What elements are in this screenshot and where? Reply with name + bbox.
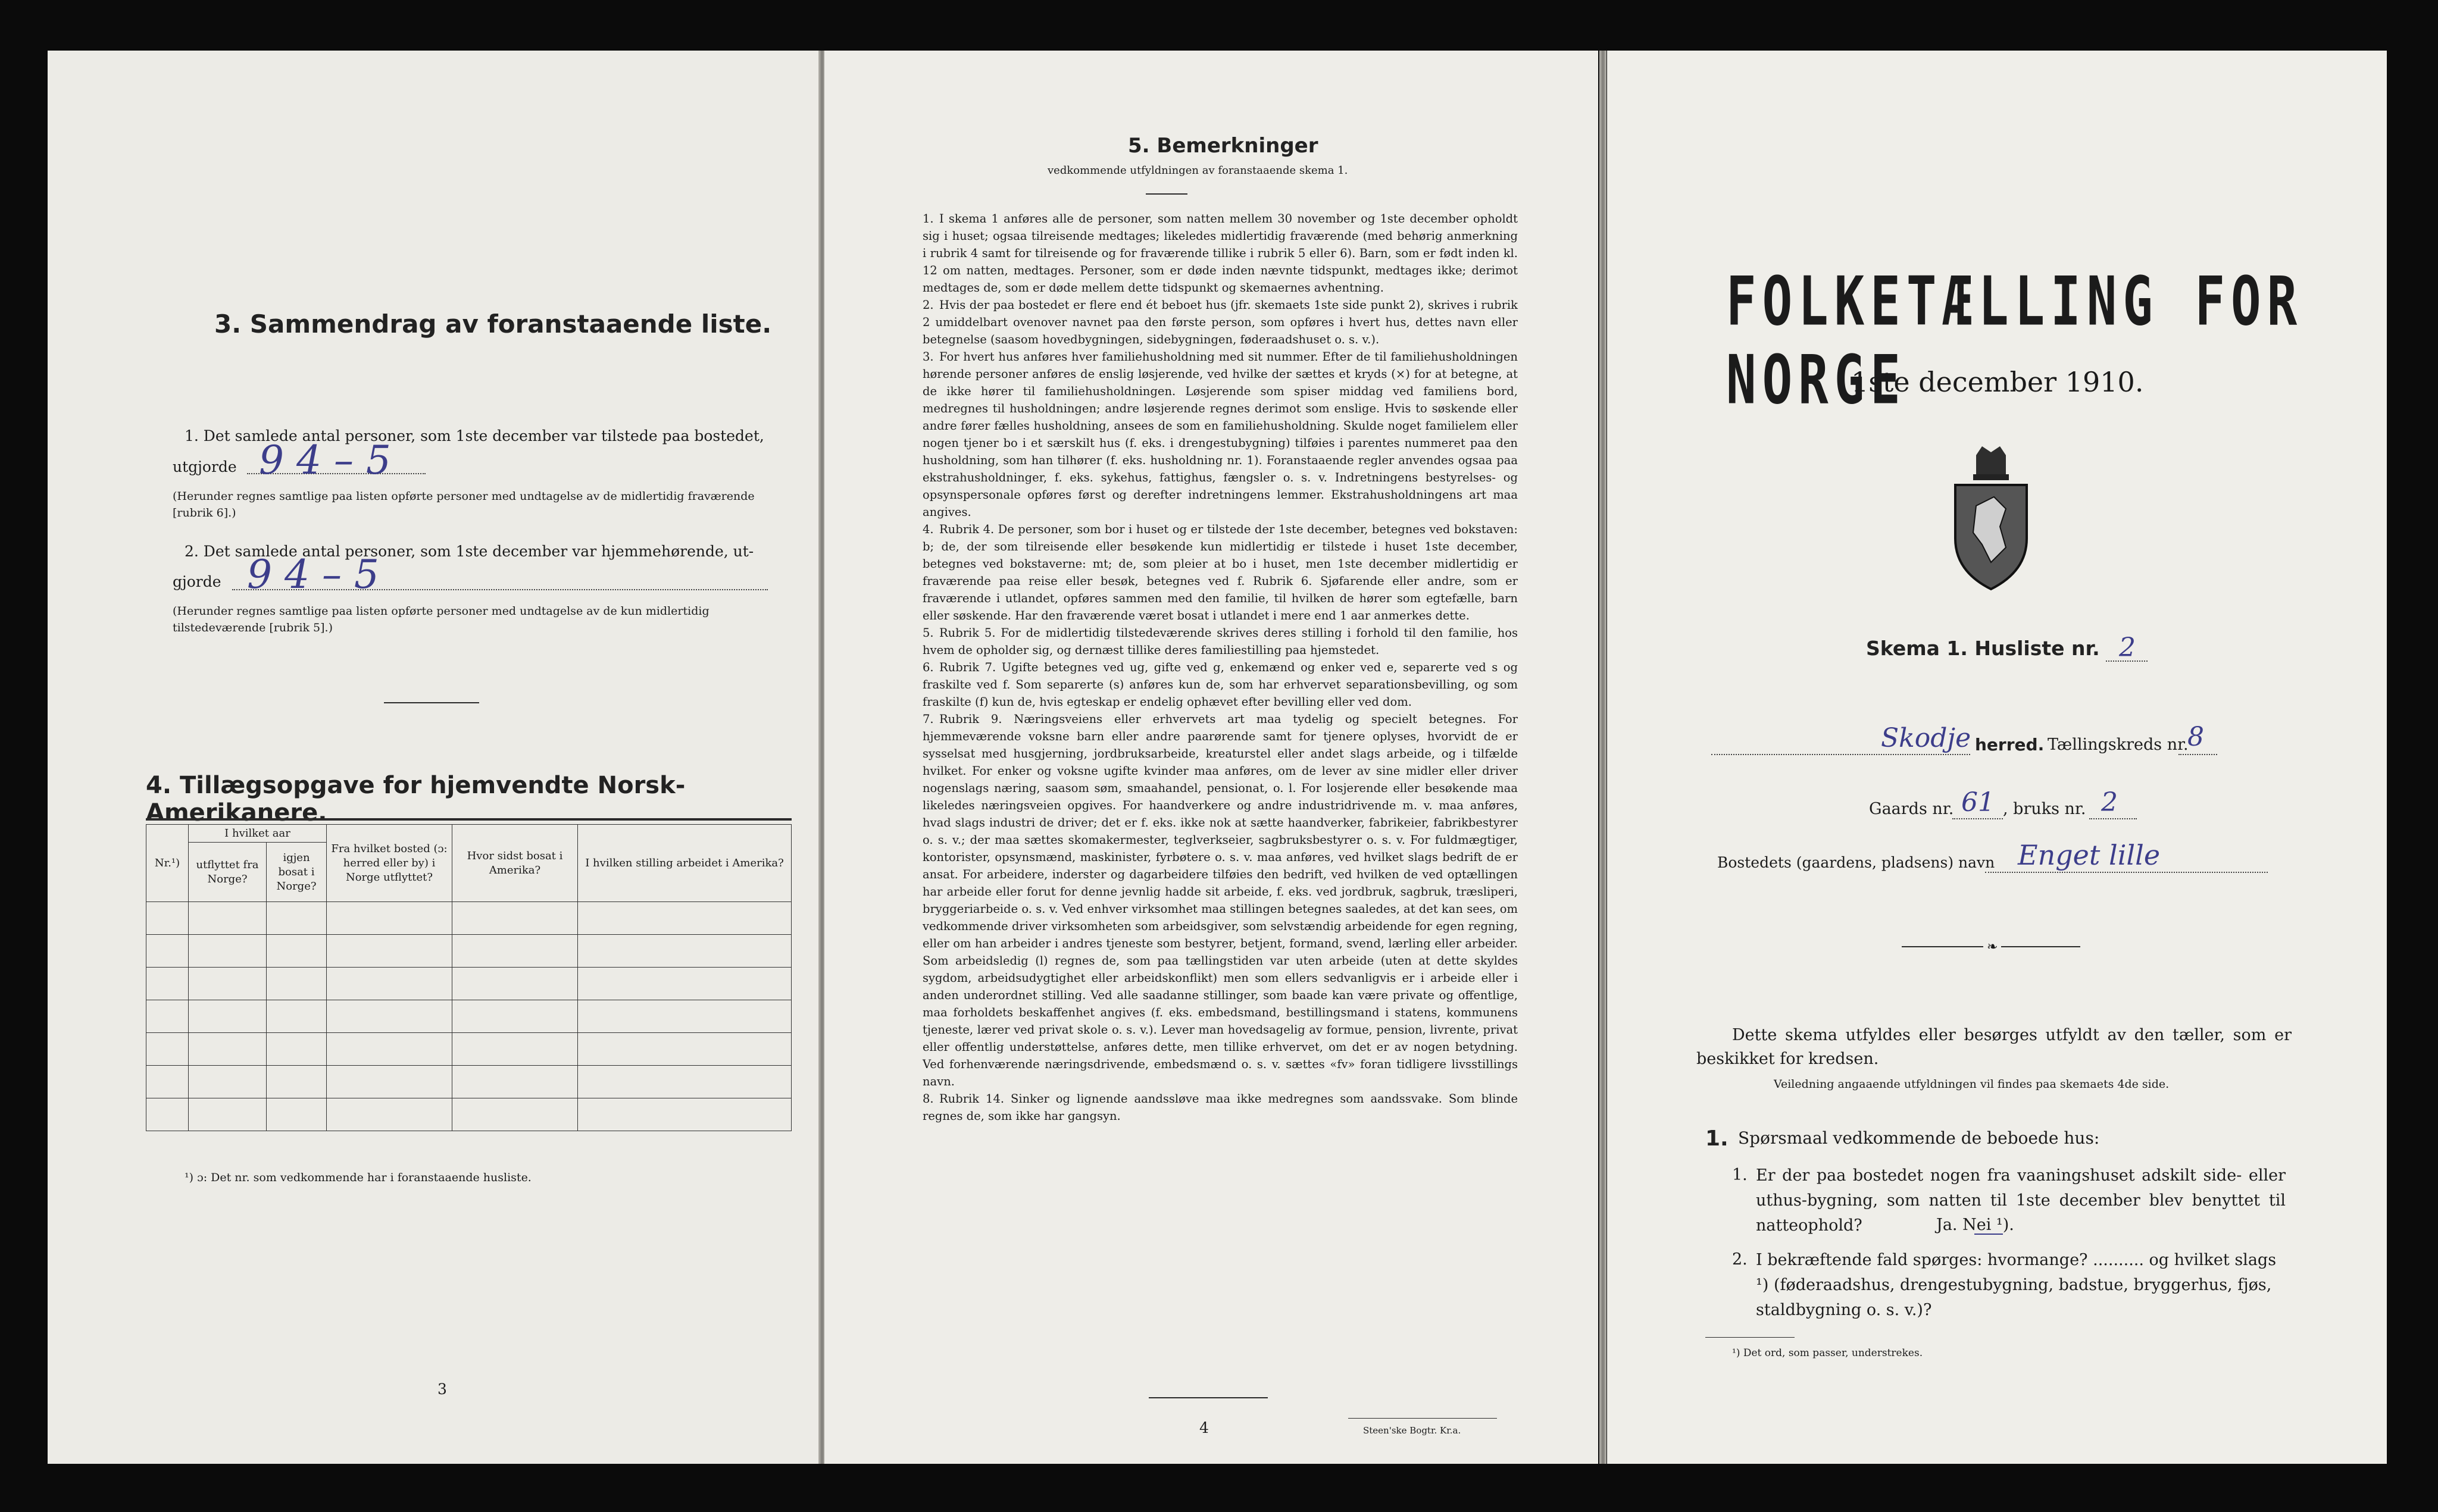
item2-prefix: gjorde <box>173 573 221 590</box>
remarks-list <box>923 210 1518 1125</box>
table-row <box>146 968 792 1000</box>
census-title: FOLKETÆLLING FOR NORGE <box>1726 262 2303 420</box>
note-item: 4. Rubrik 4. De personer, som bor i huset og er tilstede der 1ste december, betegnes ved bokstaven: b; de, der som tilreisende eller besøkende kun midlertidig er tilstede i huset 1ste december, betegnes ved bokstaverne: mt; de, som pleier at bo i huset, men 1ste december midlertidig er fraværende paa reise eller besøk, betegnes ved f. Rubrik 6. Sjøfarende eller andre, som er fraværende i utlandet, opføres sammen med den familie, til hvilken de hører som egtefælle, barn eller søskende. Har den fraværende været bosat i utlandet i mere end 1 aar anmerkes dette. <box>923 522 1518 622</box>
table-footnote: ¹) ɔ: Det nr. som vedkommende har i foranstaaende husliste. <box>185 1171 532 1184</box>
kreds-label: Tællingskreds nr. <box>2048 735 2189 754</box>
bruks-dotline <box>2089 818 2137 819</box>
footnote-rule <box>1705 1337 1795 1338</box>
divider <box>384 702 479 703</box>
table-row <box>146 935 792 968</box>
right-page <box>1607 51 2387 1464</box>
printer-mark: Steen'ske Bogtr. Kr.a. <box>1363 1425 1461 1436</box>
skema-label: Skema 1. Husliste nr. <box>1866 637 2100 660</box>
bruks-label: , bruks nr. <box>2003 800 2086 818</box>
col-utflyttet-header: utflyttet fra Norge? <box>189 843 267 902</box>
col-igjen-header: igjen bosat i Norge? <box>267 843 327 902</box>
item1-prefix: utgjorde <box>173 458 237 475</box>
col-hvor-header: Hvor sidst bosat i Amerika? <box>452 825 578 902</box>
note-item: 3. For hvert hus anføres hver familiehusholdning med sit nummer. Efter de til familiehusholdningen hørende personer anføres de enslig løsjerende, ved hvilke der sættes et kryds (×) for at betegne, at de ikke hører til familiehusholdningen. Løsjerende som spiser middag ved familiens bord, medregnes til husholdningen; andre løsjerende regnes derimot som enslige. Hvis to søskende eller andre fører fælles husholdning, ansees de som en familiehusholdning. Skulde noget familielem eller nogen tjener bo i et særskilt hus (f. eks. i drengestubygning) tilføies i parentes nummeret paa den husholdning, som han tilhører (f. eks. husholdning nr. 1). Foranstaaende regler anvendes ogsaa paa ekstrahusholdninger, f. eks. sykehus, fattighus, fængsler o. s. v. Indretningens bestyrelses- og opsynspersonale opføres først og derefter indretningens lemmer. Ekstrahusholdningens art maa angives. <box>923 350 1518 519</box>
bosted-dotline <box>1985 872 2268 873</box>
note-item: 7. Rubrik 9. Næringsveiens eller erhvervets art maa tydelig og specielt betegnes. For hjemmeværende voksne barn eller andre paarørende samt for tjenere oplyses, hvorvidt de er sysselsat med husgjerning, jordbruksarbeide, kreaturstel eller andet slags arbeide, og i tilfælde hvilket. For enker og voksne ugifte kvinder maa anføres, om de lever av sine midler eller driver nogenslags næring, saasom søm, smaahandel, pensionat, o. l. For losjerende eller besøkende maa likeledes næringsveien opgives. For haandverkere og andre industridrivende m. v. maa anføres, hvad slags industri de driver; det er f. eks. ikke nok at sætte haandverker, fabrikeier, fabrikbestyrer o. s. v.; der maa sættes skomakermester, teglverkseier, sagbruksbestyrer o. s. v. For fuldmægtiger, kontorister, opsynsmænd, maskinister, fyrbøtere o. s. v. maa anføres, ved hvilket slags bedrift de er ansat. For arbeidere, inderster og dagarbeidere tilføies den bedrift, ved hvilken de ved optællingen har arbeide eller forut for denne jevnlig hadde sit arbeide, f. eks. ved jordbruk, sagbruk, træsliperi, bryggeriarbeide o. s. v. Ved enhver virksomhet maa stillingen betegnes saaledes, at det kan sees, om vedkommende driver virksomheten som arbeidsgiver, som selvstændig arbeidende for egen regning, eller om han arbeider i andres tjeneste som bestyrer, betjent, formand, svend, lærling eller arbeider. Som arbeidsledig (l) regnes de, som paa tællingstiden var uten arbeide (uten at dette skyldes sygdom, arbeidsudygtighet eller arbeidskonflikt) men som ellers sedvanligvis er i arbeide eller i anden underordnet stilling. Ved alle saadanne stillinger, som baade kan være private og offentlige, maa forholdets beskaffenhet angives (f. eks. embedsmand, bestillingsmand i statens, kommunens tjeneste, lærer ved privat skole o. s. v.). Lever man hovedsagelig av formue, pension, livrente, privat eller offentlig understøttelse, anføres dette, men tillike erhvervet, om det er av nogen betydning. Ved forhenværende næringsdrivende, embedsmænd o. s. v. sættes «fv» foran tidligere livsstillings navn. <box>923 712 1518 1088</box>
herred-value: Skodje <box>1881 723 1971 753</box>
page-number: 3 <box>437 1380 447 1398</box>
footnote: ¹) Det ord, som passer, understrekes. <box>1732 1347 1923 1359</box>
remarks-title: 5. Bemerkninger <box>1128 134 1318 158</box>
item2-line: 2. Det samlede antal personer, som 1ste december var hjemmehørende, ut- <box>185 543 754 560</box>
guidance-text: Veiledning angaaende utfyldningen vil findes paa skemaets 4de side. <box>1774 1078 2170 1091</box>
note-item: 8. Rubrik 14. Sinker og lignende aandssløve maa ikke medregnes som aandssvake. Som blinde regnes de, som ikke har gangsyn. <box>923 1092 1518 1123</box>
instruction-text: Dette skema utfyldes eller besørges utfyldt av den tæller, som er beskikket for kredsen. <box>1696 1026 2292 1068</box>
q1-answer-underline <box>1974 1234 2003 1235</box>
item2-note: (Herunder regnes samtlige paa listen opførte personer med undtagelse av de kun midlertidig tilstedeværende [rubrik 5].) <box>173 605 709 634</box>
left-page <box>48 51 818 1464</box>
item2-handwritten-value: 9 4 – 5 <box>247 552 379 597</box>
table-row <box>146 1000 792 1033</box>
middle-page <box>824 51 1598 1464</box>
divider <box>1149 1397 1268 1398</box>
note-item: 6. Rubrik 7. Ugifte betegnes ved ug, gifte ved g, enkemænd og enker ved e, separerte ved s og fraskilte ved f. Som separerte (s) anføres kun de, som har erhvervet separationsbevilling, og som fraskilte (f) kun de, hvis egteskap er endelig ophævet efter bevilling eller ved dom. <box>923 660 1518 709</box>
table-row <box>146 1098 792 1131</box>
remarks-subtitle: vedkommende utfyldningen av foranstaaende skema 1. <box>1048 164 1348 177</box>
col-nr-header: Nr.¹) <box>146 825 189 902</box>
divider <box>1348 1418 1497 1419</box>
gaards-label: Gaards nr. <box>1869 800 1954 818</box>
col-fra-header: Fra hvilket bosted (ɔ: herred eller by) i Norge utflyttet? <box>327 825 452 902</box>
gaards-dotline <box>1952 818 2003 819</box>
divider <box>1146 193 1187 195</box>
q1-answer-options: Ja. Nei ¹). <box>1931 1213 2014 1237</box>
bosted-value: Enget lille <box>2018 839 2161 871</box>
bruks-value: 2 <box>2101 787 2118 818</box>
table-row <box>146 1066 792 1098</box>
col-stilling-header: I hvilken stilling arbeidet i Amerika? <box>578 825 792 902</box>
kreds-dotline <box>2178 754 2217 755</box>
question-heading: Spørsmaal vedkommende de beboede hus: <box>1738 1128 2100 1148</box>
ornament-icon: ❧ <box>1983 940 2001 954</box>
q1-text: Er der paa bostedet nogen fra vaaningshuset adskilt side- eller uthus-bygning, som natten til 1ste december blev benyttet til natteophold? <box>1756 1166 2286 1235</box>
husliste-nr-value: 2 <box>2119 633 2136 663</box>
q2-number: 2. <box>1732 1250 1748 1269</box>
table-row <box>146 1033 792 1066</box>
note-item: 2. Hvis der paa bostedet er flere end ét beboet hus (jfr. skemaets 1ste side punkt 2), skrives i rubrik 2 umiddelbart ovenover navnet paa den første person, som opføres i hvert hus, dettes navn eller betegnelse (saasom hovedbygningen, sidebygningen, føderaadshuset o. s. v.). <box>923 298 1518 346</box>
table-top-rule <box>146 818 792 821</box>
bosted-label: Bostedets (gaardens, pladsens) navn <box>1717 854 1995 871</box>
herred-label: herred. <box>1975 735 2045 755</box>
census-date: 1ste december 1910. <box>1851 366 2144 398</box>
norsk-amerikanere-table <box>146 824 792 1131</box>
item1-note: (Herunder regnes samtlige paa listen opførte personer med undtagelse av de midlertidig fraværende [rubrik 6].) <box>173 490 755 519</box>
q1-number: 1. <box>1732 1166 1748 1184</box>
note-item: 1. I skema 1 anføres alle de personer, som natten mellem 30 november og 1ste december opholdt sig i huset; ogsaa tilreisende medtages; likeledes midlertidig fraværende (med behørig anmerkning i rubrik 4 samt for tilreisende og for fraværende tillike i rubrik 5 eller 6). Barn, som er født inden kl. 12 om natten, medtages. Personer, som er døde inden nævnte tidspunkt, medtages ikke; derimot medtages de, som er døde mellem dette tidspunkt og skemaernes avhentning. <box>923 212 1518 295</box>
coat-of-arms-icon <box>1949 443 2033 592</box>
section4-title: 4. Tillægsopgave for hjemvendte Norsk-Amerikanere. <box>146 772 686 827</box>
q2-text: I bekræftende fald spørges: hvormange? .......... og hvilket slags ¹) (føderaadshus, drengestubygning, badstue, bryggerhus, fjøs, staldbygning o. s. v.)? <box>1756 1251 2277 1319</box>
gaards-value: 61 <box>1961 787 1995 818</box>
note-item: 5. Rubrik 5. For de midlertidig tilstedeværende skrives deres stilling i forhold til den familie, hos hvem de opholder sig, og dernæst tillike deres familiestilling paa hjemstedet. <box>923 626 1518 657</box>
herred-dotline <box>1711 754 1970 755</box>
item1-handwritten-value: 9 4 – 5 <box>259 437 391 483</box>
section3-title: 3. Sammendrag av foranstaaende liste. <box>214 309 772 339</box>
question-heading-number: 1. <box>1705 1126 1729 1151</box>
page-number: 4 <box>1199 1419 1209 1436</box>
col-group-header: I hvilket aar <box>189 825 327 843</box>
kreds-value: 8 <box>2187 722 2204 752</box>
page-gutter <box>1599 51 1606 1464</box>
table-row <box>146 902 792 935</box>
item1-line: 1. Det samlede antal personer, som 1ste december var tilstede paa bostedet, <box>185 427 764 444</box>
